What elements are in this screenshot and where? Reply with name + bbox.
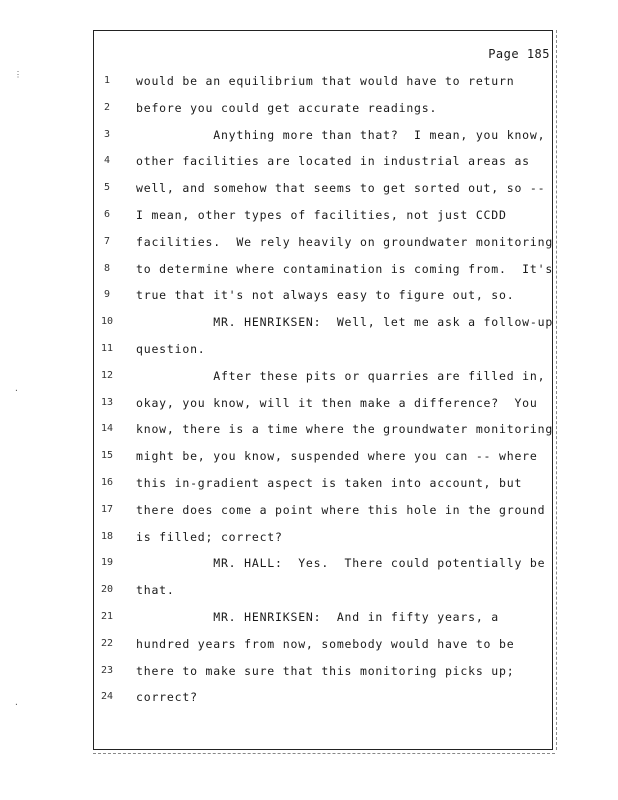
margin-punch-mark: ⋮ [14, 70, 22, 79]
transcript-line: is filled; correct? [136, 529, 283, 544]
transcript-line: facilities. We rely heavily on groundwater monitoring [136, 234, 554, 249]
transcript-line: well, and somehow that seems to get sorted out, so -- [136, 181, 546, 196]
line-number: 18 [100, 530, 114, 542]
margin-punch-mark: · [14, 386, 19, 395]
line-number: 9 [103, 289, 111, 301]
transcript-line: there does come a point where this hole in the ground [136, 502, 546, 517]
line-number: 15 [100, 450, 114, 462]
line-number: 23 [100, 664, 114, 676]
transcript-line: there to make sure that this monitoring picks up; [136, 663, 515, 678]
transcript-line: might be, you know, suspended where you can -- where [136, 449, 538, 464]
transcript-line: that. [136, 583, 175, 598]
line-number: 16 [100, 477, 114, 488]
transcript-line: After these pits or quarries are filled in, [136, 368, 546, 383]
transcript-line: before you could get accurate readings. [136, 100, 438, 115]
line-number: 6 [103, 209, 111, 220]
line-number: 22 [100, 637, 114, 649]
line-number: 21 [100, 611, 114, 622]
transcript-line: hundred years from now, somebody would have to be [136, 636, 515, 651]
line-number: 7 [103, 235, 111, 247]
transcript-line: this in-gradient aspect is taken into account, but [136, 476, 523, 490]
line-number: 17 [100, 503, 114, 515]
transcript-line: true that it's not always easy to figure out, so. [136, 288, 515, 303]
page-edge-shadow [556, 30, 557, 750]
transcript-line: other facilities are located in industrial areas as [136, 154, 530, 169]
line-number: 2 [103, 101, 111, 113]
transcript-line: question. [136, 342, 206, 356]
transcript-line: correct? [136, 690, 198, 705]
transcript-line: I mean, other types of facilities, not just CCDD [136, 208, 507, 222]
margin-punch-mark: · [14, 700, 19, 709]
line-number: 14 [100, 423, 114, 435]
line-number: 20 [100, 584, 114, 596]
page-number: Page 185 [488, 47, 550, 61]
line-number: 11 [100, 343, 114, 354]
line-number: 8 [103, 262, 111, 274]
line-number: 13 [100, 396, 114, 408]
transcript-line: MR. HENRIKSEN: Well, let me ask a follow-up [136, 315, 554, 330]
line-number: 5 [103, 182, 111, 194]
line-number: 24 [100, 691, 114, 703]
transcript-line: know, there is a time where the groundwater monitoring [136, 422, 554, 437]
line-number: 1 [103, 75, 111, 86]
page-bottom-shadow [93, 753, 555, 754]
transcript-line: okay, you know, will it then make a difference? You [136, 395, 538, 410]
line-number: 10 [100, 316, 114, 328]
transcript-line: MR. HENRIKSEN: And in fifty years, a [136, 610, 500, 624]
line-number: 12 [100, 369, 114, 381]
line-number: 19 [100, 557, 114, 569]
transcript-line: to determine where contamination is coming from. It's [136, 261, 554, 276]
line-number: 3 [103, 128, 111, 140]
line-number: 4 [103, 155, 111, 167]
transcript-line: MR. HALL: Yes. There could potentially be [136, 556, 546, 571]
transcript-line: would be an equilibrium that would have to return [136, 74, 515, 88]
transcript-line: Anything more than that? I mean, you know, [136, 127, 546, 142]
